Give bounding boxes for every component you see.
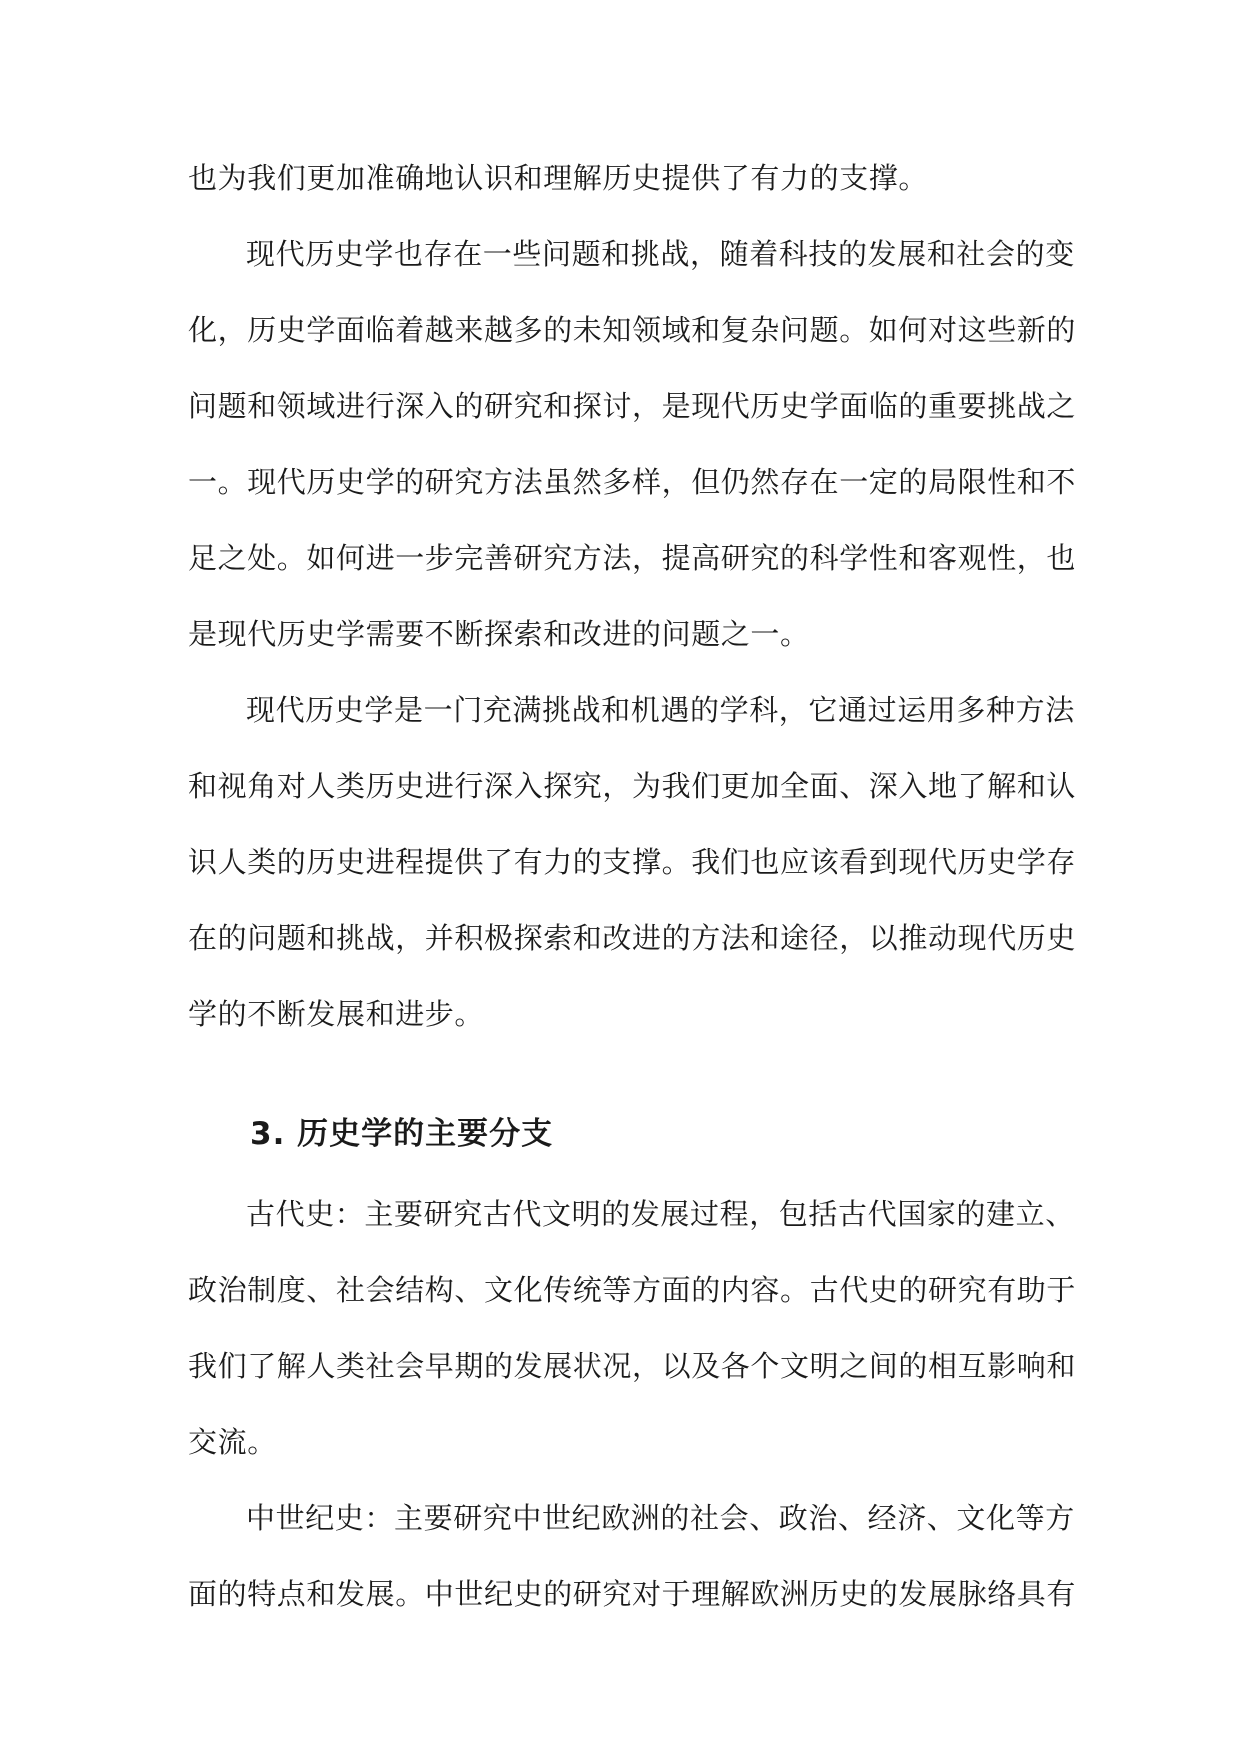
text-line: 现代历史学是一门充满挑战和机遇的学科，它通过运用多种方法 xyxy=(246,693,1075,727)
text-line: 我们了解人类社会早期的发展状况，以及各个文明之间的相互影响和 xyxy=(188,1349,1077,1383)
text-line: 识人类的历史进程提供了有力的支撑。我们也应该看到现代历史学存 xyxy=(188,845,1077,879)
text-line: 也为我们更加准确地认识和理解历史提供了有力的支撑。 xyxy=(188,161,929,195)
text-line: 现代历史学也存在一些问题和挑战，随着科技的发展和社会的变 xyxy=(246,237,1075,271)
paragraph-challenges xyxy=(188,216,1077,672)
text-line: 问题和领域进行深入的研究和探讨，是现代历史学面临的重要挑战之 xyxy=(188,389,1077,423)
paragraph-continuation xyxy=(188,140,1048,216)
text-line: 面的特点和发展。中世纪史的研究对于理解欧洲历史的发展脉络具有 xyxy=(188,1577,1077,1611)
text-line: 是现代历史学需要不断探索和改进的问题之一。 xyxy=(188,617,810,651)
text-line: 交流。 xyxy=(188,1425,277,1459)
paragraph-summary xyxy=(188,672,1077,1052)
section-heading: 3. 历史学的主要分支 xyxy=(250,1116,554,1152)
document-body xyxy=(188,140,1077,1632)
text-line: 足之处。如何进一步完善研究方法，提高研究的科学性和客观性，也 xyxy=(188,541,1077,575)
text-line: 政治制度、社会结构、文化传统等方面的内容。古代史的研究有助于 xyxy=(188,1273,1077,1307)
text-line: 古代史：主要研究古代文明的发展过程，包括古代国家的建立、 xyxy=(246,1197,1075,1231)
text-line: 学的不断发展和进步。 xyxy=(188,997,485,1031)
text-line: 和视角对人类历史进行深入探究，为我们更加全面、深入地了解和认 xyxy=(188,769,1077,803)
paragraph-medieval-history xyxy=(188,1480,1077,1632)
paragraph-ancient-history xyxy=(188,1176,1077,1480)
text-line: 一。现代历史学的研究方法虽然多样，但仍然存在一定的局限性和不 xyxy=(188,465,1077,499)
text-line: 在的问题和挑战，并积极探索和改进的方法和途径，以推动现代历史 xyxy=(188,921,1077,955)
text-line: 中世纪史：主要研究中世纪欧洲的社会、政治、经济、文化等方 xyxy=(246,1501,1075,1535)
text-line: 化，历史学面临着越来越多的未知领域和复杂问题。如何对这些新的 xyxy=(188,313,1077,347)
